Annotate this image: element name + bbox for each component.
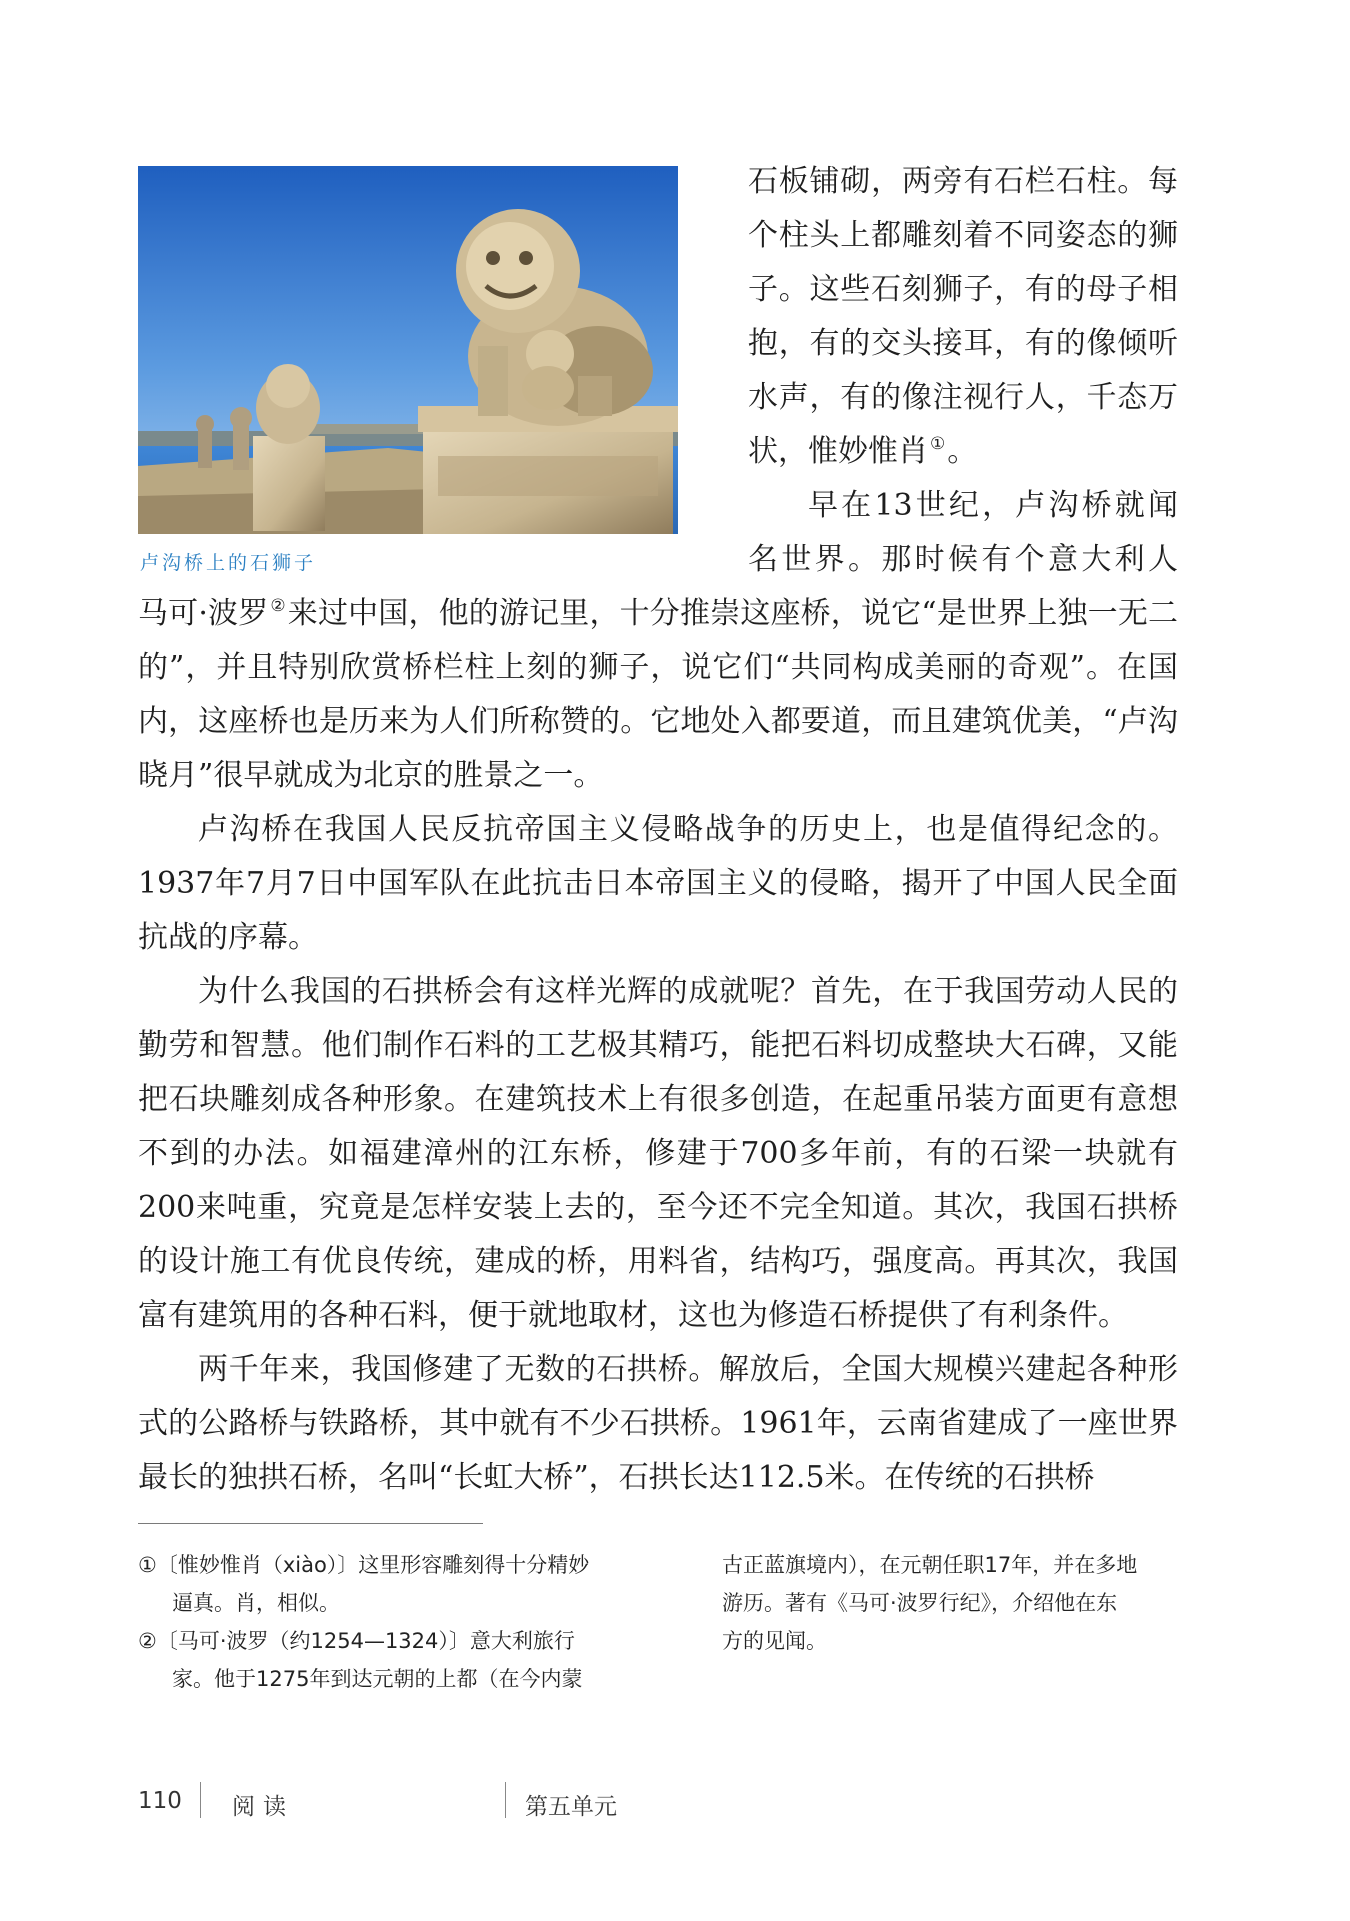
footnote-1-line: ①〔惟妙惟肖（xiào）〕这里形容雕刻得十分精妙 [138, 1553, 590, 1577]
paragraph-marco-polo [138, 587, 1178, 803]
text-line: 名世界。那时候有个意大利人 [748, 542, 1178, 577]
text-fragment: 。 [947, 434, 978, 469]
footnote-2-line: 古正蓝旗境内），在元朝任职17年，并在多地 [722, 1553, 1138, 1577]
text-fragment: 马可·波罗 [138, 596, 269, 631]
paragraph-achievements: 为什么我国的石拱桥会有这样光辉的成就呢？首先，在于我国劳动人民的勤劳和智慧。他们制作石料的工艺极其精巧，能把石料切成整块大石碑，又能把石块雕刻成各种形象。在建筑技术上有很多创造，在起重吊装方面更有意想不到的办法。如福建漳州的江东桥，修建于700多年前，有的石梁一块就有200来吨重，究竟是怎样安装上去的，至今还不完全知道。其次，我国石拱桥的设计施工有优良传统，建成的桥，用料省，结构巧，强度高。再其次，我国富有建筑用的各种石料，便于就地取材，这也为修造石桥提供了有利条件。 [138, 974, 1178, 1333]
paragraph-start-line: 早在13世纪，卢沟桥就闻 [808, 488, 1178, 523]
footnotes-right-column [722, 1546, 1182, 1660]
text-line: 水声，有的像注视行人，千态万 [748, 380, 1178, 415]
stone-lion-photo [138, 166, 678, 534]
text-fragment: 来过中国，他的游记里，十分推崇这座桥，说它“是世界上独一无二的”，并且特别欣赏桥栏柱上刻的狮子，说它们“共同构成美丽的奇观”。在国内，这座桥也是历来为人们所称赞的。它地处入都要道，而且建筑优美，“卢沟晓月”很早就成为北京的胜景之一。 [138, 596, 1178, 793]
footnote-2-line: ②〔马可·波罗（约1254—1324）〕意大利旅行 [138, 1629, 575, 1653]
section-label: 阅读 [232, 1794, 294, 1820]
text-line: 抱，有的交头接耳，有的像倾听 [748, 326, 1178, 361]
text-fragment: 状，惟妙惟肖 [748, 434, 928, 469]
footer-divider [505, 1782, 506, 1818]
footnote-marker: ① [930, 434, 946, 454]
photo-caption: 卢沟桥上的石狮子 [140, 552, 317, 574]
footnote-1-line: 逼真。肖，相似。 [172, 1591, 340, 1615]
paragraph-history: 卢沟桥在我国人民反抗帝国主义侵略战争的历史上，也是值得纪念的。1937年7月7日中国军队在此抗击日本帝国主义的侵略，揭开了中国人民全面抗战的序幕。 [138, 812, 1178, 955]
page-number: 110 [138, 1788, 182, 1814]
text-line: 个柱头上都雕刻着不同姿态的狮 [748, 218, 1178, 253]
footnote-2-line: 方的见闻。 [722, 1629, 827, 1653]
stone-lion-illustration [138, 166, 678, 534]
page-footer [0, 1780, 1350, 1830]
footnote-marker: ② [270, 596, 286, 616]
text-line: 子。这些石刻狮子，有的母子相 [748, 272, 1178, 307]
footnote-divider [138, 1523, 483, 1524]
footer-divider [200, 1782, 201, 1818]
footnote-2-line: 家。他于1275年到达元朝的上都（在今内蒙 [172, 1667, 583, 1691]
footnote-2-line: 游历。著有《马可·波罗行纪》，介绍他在东 [722, 1591, 1118, 1615]
paragraph-modern-bridges: 两千年来，我国修建了无数的石拱桥。解放后，全国大规模兴建起各种形式的公路桥与铁路桥，其中就有不少石拱桥。1961年，云南省建成了一座世界最长的独拱石桥，名叫“长虹大桥”，石拱长达112.5米。在传统的石拱桥 [138, 1352, 1178, 1495]
text-line [748, 425, 1178, 479]
text-line: 石板铺砌，两旁有石栏石柱。每 [748, 164, 1178, 199]
footnotes-left-column [138, 1546, 658, 1698]
unit-label: 第五单元 [525, 1794, 617, 1820]
